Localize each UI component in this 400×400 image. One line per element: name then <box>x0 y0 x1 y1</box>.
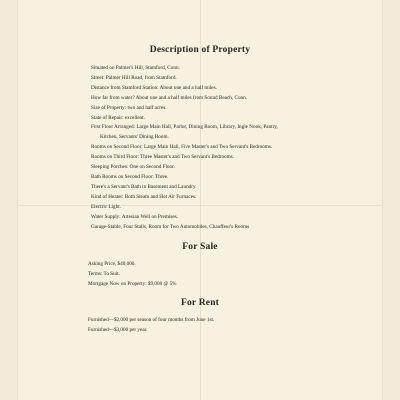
sale-line: Asking Price, $40,000. <box>88 261 136 267</box>
for-rent-list <box>88 316 214 336</box>
description-line: Rooms on Third Floor: Three Master's and Two Servant's Bedrooms. <box>91 154 234 161</box>
for-sale-list <box>88 260 177 290</box>
description-line: Kitchen, Servants' Dining Room. <box>100 134 169 141</box>
description-heading: Description of Property <box>149 45 251 55</box>
description-line: Electric Light. <box>91 203 121 210</box>
description-line: Situated on Palmer's Hill, Stamford, Conn. <box>91 65 180 71</box>
description-line: Rooms on Second Floor: Large Main Hall, Five Master's and Two Servant's Bedrooms. <box>91 144 273 151</box>
description-line: There's a Servant's Bath in Basement and Laundry. <box>91 183 197 190</box>
description-line: Distance from Stamford Station: About one and a half miles. <box>91 84 217 91</box>
document-page <box>18 0 382 400</box>
description-line: Sleeping Porches: One on Second Floor. <box>91 164 175 171</box>
description-line: Size of Property: two and half acres. <box>91 104 167 111</box>
description-line: Street: Palmer Hill Road, from Stamford. <box>91 74 177 81</box>
description-line: Kind of Heater: Both Steam and Hot Air Furnaces. <box>91 193 197 200</box>
for-rent-heading: For Rent <box>180 298 220 308</box>
rent-line: Furnished—$2,000 per season of four months from June 1st. <box>88 317 215 323</box>
description-list <box>91 64 278 232</box>
description-line: State of Repair: excellent. <box>91 114 145 121</box>
description-line: Garage-Stable, Four Stalls, Room for Two Automobiles, Chauffeur's Rooms <box>91 223 250 230</box>
description-line: First Floor Arranged: Large Main Hall, Parlor, Dining Room, Library, Ingle Nook, Pantry, <box>91 124 278 131</box>
description-line: Water Supply: Artesian Well on Premises. <box>91 213 178 220</box>
rent-line: Furnished—$3,000 per year. <box>88 326 148 333</box>
for-sale-heading: For Sale <box>182 242 218 252</box>
sale-line: Mortgage Now on Property: $9,000 @ 5% <box>88 280 177 287</box>
description-line: How far from water? About one and a half miles from Sound Beach, Conn. <box>91 94 248 101</box>
sale-line: Terms: To Suit. <box>88 270 120 277</box>
description-line: Bath Rooms on Second Floor: Three. <box>91 173 169 180</box>
